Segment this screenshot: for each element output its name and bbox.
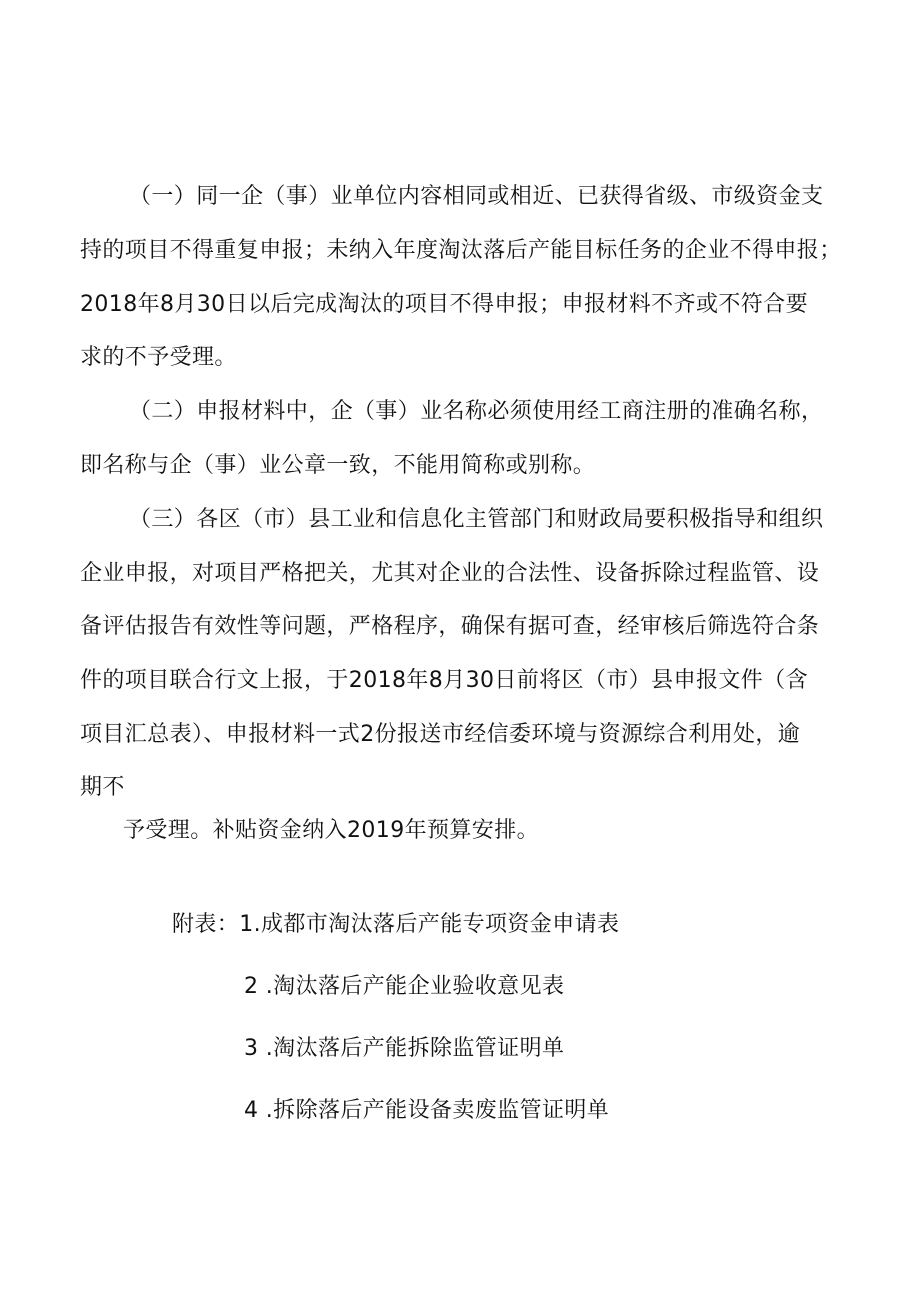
attachment-item-2: 2 .淘汰落后产能企业验收意见表 <box>244 974 565 999</box>
paragraph3-line1: （三）各区（市）县工业和信息化主管部门和财政局要积极指导和组织 <box>129 507 824 532</box>
attachment-item-3: 3 .淘汰落后产能拆除监管证明单 <box>244 1036 565 1061</box>
paragraph1-line4: 求的不予受理。 <box>80 345 237 370</box>
paragraph3-line4: 件的项目联合行文上报，于2018年8月30日前将区（市）县申报文件（含 <box>80 668 808 693</box>
paragraph3-line2: 企业申报，对项目严格把关，尤其对企业的合法性、设备拆除过程监管、设 <box>80 561 820 586</box>
paragraph3-line6: 期不 <box>80 775 125 800</box>
paragraph3-line7: 予受理。补贴资金纳入2019年预算安排。 <box>123 818 539 843</box>
paragraph1-line1: （一）同一企（事）业单位内容相同或相近、已获得省级、市级资金支 <box>129 184 824 209</box>
paragraph3-line3: 备评估报告有效性等问题，严格程序，确保有据可查，经审核后筛选符合条 <box>80 614 820 639</box>
paragraph2-line1: （二）申报材料中，企（事）业名称必须使用经工商注册的准确名称， <box>129 399 824 424</box>
paragraph3-line5: 项目汇总表）、申报材料一式2份报送市经信委环境与资源综合利用处，逾 <box>80 722 801 747</box>
paragraph1-line2: 持的项目不得重复申报；未纳入年度淘汰落后产能目标任务的企业不得申报； <box>80 238 842 263</box>
attachment-item-1: 附表：1.成都市淘汰落后产能专项资金申请表 <box>172 912 620 937</box>
paragraph1-line3: 2018年8月30日以后完成淘汰的项目不得申报；申报材料不齐或不符合要 <box>80 292 808 317</box>
attachment-item-4: 4 .拆除落后产能设备卖废监管证明单 <box>244 1098 610 1123</box>
paragraph2-line2: 即名称与企（事）业公章一致，不能用简称或别称。 <box>80 453 596 478</box>
